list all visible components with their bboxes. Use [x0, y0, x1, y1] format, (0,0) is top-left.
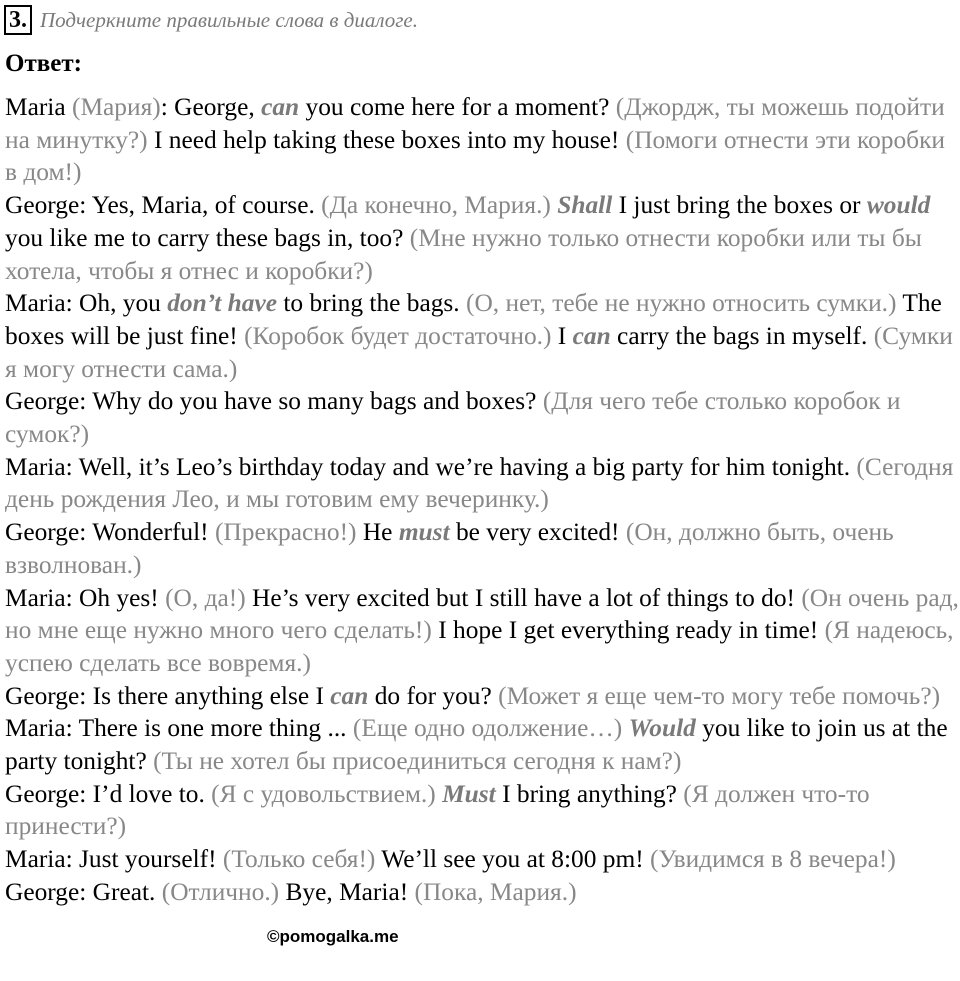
modal-verb-answer: don’t have — [167, 289, 277, 318]
speaker-name: Maria: — [5, 714, 73, 743]
english-text: He’s very excited but I still have a lot of things to do! — [245, 583, 802, 612]
dialog-line — [5, 451, 960, 516]
english-text: to bring the bags. — [277, 289, 466, 318]
russian-translation: (Ты не хотел бы присоединиться сегодня к нам?) — [153, 747, 682, 776]
answer-label: Ответ: — [5, 50, 82, 77]
dialog-line — [5, 843, 960, 876]
russian-translation: (Отлично.) — [161, 877, 280, 906]
modal-verb-answer: must — [398, 518, 450, 547]
english-text: Oh yes! — [72, 583, 166, 612]
english-text: There is one more thing ... — [72, 714, 353, 743]
russian-translation: (О, да!) — [165, 583, 246, 612]
english-text: you come here for a moment? — [299, 93, 616, 121]
russian-translation: (Может я еще чем-то могу тебе помочь?) — [498, 681, 941, 710]
dialog-line — [5, 385, 960, 450]
dialog-line — [5, 876, 960, 909]
english-text: The boxes will be just fine! — [5, 289, 942, 350]
modal-verb-answer: can — [261, 93, 300, 121]
russian-translation: (Увидимся в 8 вечера!) — [650, 845, 896, 874]
speaker-name: Maria: — [5, 289, 73, 318]
russian-translation: (Мне нужно только отнести коробки или ты бы хотела, чтобы я отнес и коробки?) — [5, 223, 922, 285]
english-text: carry the bags in myself. — [610, 321, 874, 350]
dialog-line — [5, 778, 960, 843]
exercise-number: 3. — [4, 5, 32, 35]
russian-translation: (Коробок будет достаточно.) — [244, 321, 552, 350]
speaker-name: George: — [5, 518, 87, 547]
speaker-name: George: — [5, 779, 87, 808]
speaker-name: Maria: — [5, 845, 73, 874]
english-text: Is there anything else I — [86, 681, 331, 710]
english-text: I — [551, 321, 573, 350]
russian-translation: (Я с удовольствием.) — [211, 779, 436, 808]
russian-translation: (Сегодня день рождения Лео, и мы готовим ему вечеринку.) — [5, 452, 954, 514]
english-text: do for you? — [368, 681, 499, 710]
english-text: you like to join us at the party tonight? — [5, 714, 948, 776]
russian-translation: (Пока, Мария.) — [414, 877, 577, 906]
english-text: you like me to carry these bags in, too? — [5, 223, 410, 252]
russian-translation: (Помоги отнести эти коробки в дом!) — [5, 125, 946, 187]
speaker-name: George: — [5, 681, 87, 710]
russian-translation: (Да конечно, Мария.) — [321, 191, 551, 220]
modal-verb-answer: can — [330, 681, 369, 710]
english-text: Just yourself! — [72, 845, 223, 874]
exercise-instruction: Подчеркните правильные слова в диалоге. — [40, 7, 418, 32]
modal-verb-answer: Shall — [557, 191, 613, 220]
russian-translation: (О, нет, тебе не нужно относить сумки.) — [466, 289, 897, 318]
modal-verb-answer: Must — [442, 779, 496, 808]
english-text: Great. — [86, 877, 162, 906]
speaker-name: George: — [5, 877, 87, 906]
speaker-name: George: — [5, 387, 87, 416]
russian-translation: (Для чего тебе столько коробок и сумок?) — [5, 387, 901, 449]
dialog-line — [5, 712, 960, 777]
russian-translation: (Я должен что-то принести?) — [5, 779, 870, 841]
english-text: : George, — [160, 93, 262, 121]
speaker-name: Maria — [5, 93, 66, 121]
english-text: Why do you have so many bags and boxes? — [86, 387, 543, 416]
dialog-line — [5, 91, 960, 189]
modal-verb-answer: would — [866, 191, 931, 220]
english-text: Wonderful! — [86, 518, 215, 547]
dialog-line — [5, 189, 960, 287]
dialog-line — [5, 680, 960, 713]
russian-translation: (Еще одно одолжение…) — [352, 714, 623, 743]
dialog-line — [5, 516, 960, 581]
english-text: I just bring the boxes or — [612, 191, 867, 220]
russian-translation: (Мария) — [72, 93, 161, 121]
russian-translation: (Сумки я могу отнести сама.) — [5, 321, 953, 383]
english-text: Oh, you — [72, 289, 168, 318]
russian-translation: (Джордж, ты можешь подойти на минутку?) — [5, 93, 945, 154]
russian-translation: (Прекрасно!) — [214, 518, 357, 547]
english-text: I hope I get everything ready in time! — [431, 616, 825, 645]
english-text: We’ll see you at 8:00 pm! — [375, 845, 651, 874]
russian-translation: (Он, должно быть, очень взволнован.) — [5, 518, 894, 579]
english-text: I’d love to. — [86, 779, 212, 808]
speaker-name: Maria: — [5, 452, 73, 481]
exercise-header — [4, 4, 418, 36]
english-text: I bring anything? — [495, 779, 684, 808]
speaker-name: Maria: — [5, 583, 73, 612]
english-text: I need help taking these boxes into my house! — [147, 125, 626, 154]
english-text: Bye, Maria! — [279, 877, 415, 906]
english-text: Yes, Maria, of course. — [86, 191, 322, 220]
dialog-line — [5, 582, 960, 680]
modal-verb-answer: can — [572, 321, 611, 350]
english-text: Well, it’s Leo’s birthday today and we’re having a big party for him tonight. — [72, 452, 857, 481]
modal-verb-answer: Would — [628, 714, 696, 743]
speaker-name: George: — [5, 191, 87, 220]
russian-translation: (Он очень рад, но мне еще нужно много чего сделать!) — [5, 583, 959, 645]
english-text: be very excited! — [449, 518, 626, 547]
english-text: He — [356, 518, 399, 547]
russian-translation: (Я надеюсь, успею сделать все вовремя.) — [5, 616, 954, 677]
russian-translation: (Только себя!) — [222, 845, 376, 874]
dialog-text — [5, 91, 960, 909]
dialog-line — [5, 287, 960, 385]
watermark: ©pomogalka.me — [267, 927, 399, 946]
